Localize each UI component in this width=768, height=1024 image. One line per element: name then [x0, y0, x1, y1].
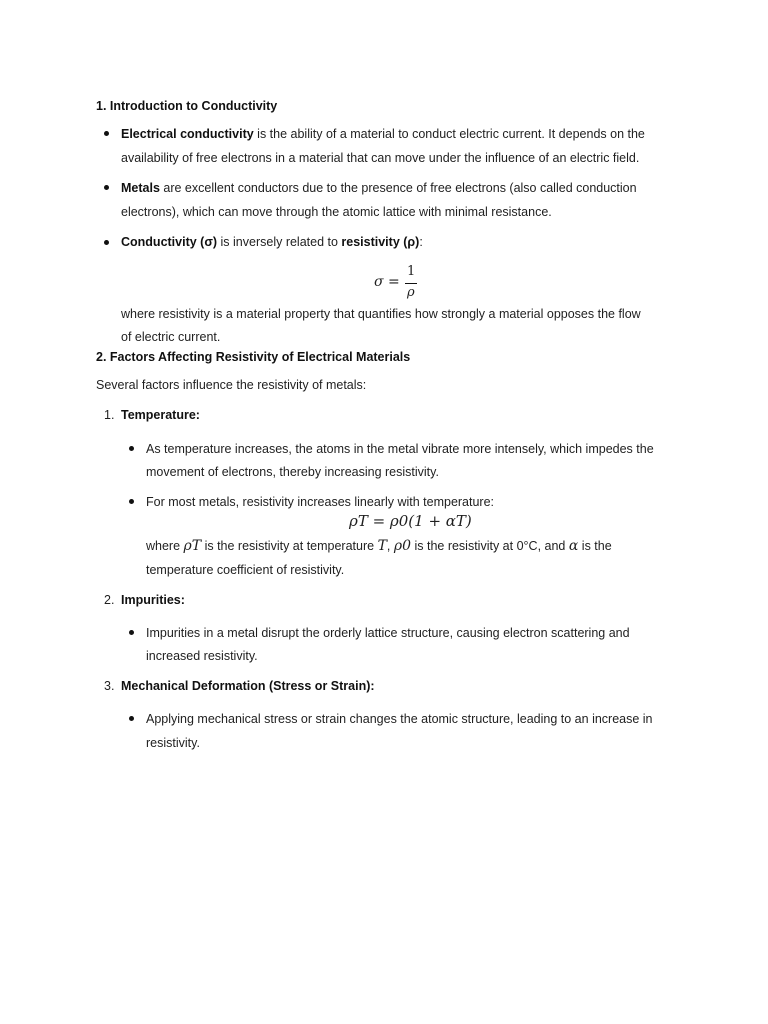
formula-sigma-equals-one-over-rho: [372, 264, 432, 304]
item-title-mechanical-deformation: Mechanical Deformation (Stress or Strain):: [121, 679, 375, 693]
bullet-text-metals-line1: [121, 179, 637, 197]
bullet-text-conductivity-relation: [121, 233, 423, 251]
section-heading-introduction: 1. Introduction to Conductivity: [96, 99, 278, 113]
formula-numerator: 1: [407, 264, 416, 279]
paragraph-resistivity-definition-line1: where resistivity is a material property that quantifies how strongly a material opposes the flow: [121, 307, 641, 321]
text-span: is the resistivity at 0°C, and: [411, 539, 569, 553]
section-heading-factors: 2. Factors Affecting Resistivity of Electrical Materials: [96, 350, 411, 364]
term-conductivity-sigma: Conductivity (σ): [121, 235, 218, 249]
list-number: 2.: [104, 593, 115, 607]
math-alpha: α: [568, 538, 579, 554]
bullet-dot: [104, 185, 109, 190]
term-metals: Metals: [121, 181, 160, 195]
formula-resistivity-temperature: ρT = ρ0(1 + αT): [349, 512, 472, 530]
list-number: 3.: [104, 679, 115, 693]
bullet-text-temperature-line2: movement of electrons, thereby increasing resistivity.: [146, 465, 439, 479]
bullet-dot: [104, 131, 109, 136]
text-span: is the: [578, 539, 612, 553]
formula-denominator: ρ: [407, 285, 415, 300]
text-span: where: [146, 539, 184, 553]
text-span: ,: [386, 539, 394, 553]
bullet-text-linear-relation: For most metals, resistivity increases linearly with temperature:: [146, 495, 495, 509]
bullet-dot: [104, 240, 109, 245]
bullet-dot: [129, 716, 134, 721]
item-title-temperature: Temperature:: [121, 408, 200, 422]
bullet-dot: [129, 499, 134, 504]
math-rho-t: ρT: [183, 538, 202, 554]
section-intro: Several factors influence the resistivity of metals:: [96, 378, 367, 392]
list-number: 1.: [104, 408, 115, 422]
bullet-text-mechanical-line1: Applying mechanical stress or strain changes the atomic structure, leading to an increase in: [146, 712, 653, 726]
math-rho-0: ρ0: [393, 538, 411, 554]
bullet-text-conductivity-line1: [121, 125, 645, 143]
paragraph-resistivity-definition-line2: of electric current.: [121, 330, 221, 344]
bullet-text-impurities-line2: increased resistivity.: [146, 649, 258, 663]
fraction-bar: [405, 283, 417, 284]
text-span: are excellent conductors due to the presence of free electrons (also called conduction: [159, 181, 637, 195]
text-span: is the resistivity at temperature: [201, 539, 378, 553]
formula-lhs: σ =: [374, 274, 400, 290]
bullet-text-metals-line2: electrons), which can move through the atomic lattice with minimal resistance.: [121, 205, 552, 219]
item-title-impurities: Impurities:: [121, 593, 185, 607]
term-electrical-conductivity: Electrical conductivity: [121, 127, 254, 141]
bullet-text-temperature-line1: As temperature increases, the atoms in the metal vibrate more intensely, which impedes the: [146, 442, 654, 456]
bullet-text-mechanical-line2: resistivity.: [146, 736, 200, 750]
bullet-text-conductivity-line2: availability of free electrons in a material that can move under the influence of an electric field.: [121, 151, 640, 165]
text-span: is the ability of a material to conduct electric current. It depends on the: [253, 127, 645, 141]
paragraph-where-line2: temperature coefficient of resistivity.: [146, 563, 345, 577]
bullet-dot: [129, 630, 134, 635]
text-span: :: [419, 235, 423, 249]
paragraph-where-line1: [146, 537, 612, 555]
text-span: is inversely related to: [217, 235, 342, 249]
term-resistivity-rho: resistivity (ρ): [341, 235, 420, 249]
bullet-text-impurities-line1: Impurities in a metal disrupt the orderly lattice structure, causing electron scattering and: [146, 626, 630, 640]
math-t: T: [377, 538, 387, 554]
bullet-dot: [129, 446, 134, 451]
